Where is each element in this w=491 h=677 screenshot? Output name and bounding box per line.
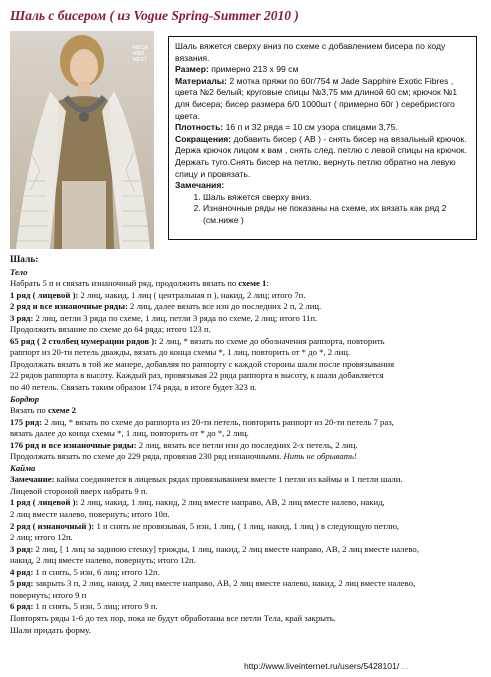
abbr-line	[175, 134, 470, 180]
subsection-heading	[10, 463, 485, 475]
line-text-part: 1 п снять, 5 изн, 6 лиц; итого 12п.	[33, 566, 160, 577]
watermark-line: NEXT	[132, 57, 148, 63]
instruction-line	[10, 555, 485, 567]
line-text-part: 2 лиц, вязать все петли изн до последних 2-х петель, 2 лиц.	[136, 439, 358, 450]
instruction-line	[10, 336, 485, 348]
line-text-part: Набрать 5 п и связать изнаночный ряд, продолжить вязать по	[10, 278, 239, 289]
line-text-part: накид, 2 лиц вместе налево, повернуть; итого 12п.	[10, 555, 196, 566]
instruction-line	[10, 301, 485, 313]
instruction-line	[10, 405, 485, 417]
line-text-part: повернуть; итого 9 п	[10, 589, 87, 600]
line-bold-part: 3 ряд:	[10, 543, 34, 554]
instruction-line	[10, 474, 485, 486]
instruction-line	[10, 613, 485, 625]
line-bold-part: 176 ряд и все изнаночные ряды:	[10, 439, 137, 450]
line-text-part: 1 п снять не провязывая, 5 изн, 1 лиц, ( 1 лиц, накид, 1 лиц ) в следующую петлю,	[94, 520, 400, 531]
line-text-part: 22 рядов раппорта в высоту. Каждый раз, провязывая 22 ряда раппорта в высоту, к шали добавляется	[10, 370, 384, 381]
instruction-line	[10, 324, 485, 336]
instruction-line	[10, 590, 485, 602]
line-text-part: Лицевой стороной вверх набрать 9 п.	[10, 485, 148, 496]
section-heading: Шаль:	[10, 255, 39, 265]
size-label: Размер:	[175, 64, 209, 75]
line-text-part: Повторять ряды 1-6 до тех пор, пока не будут обработаны все петли Тела, край закрыть.	[10, 612, 336, 623]
size-line	[175, 64, 470, 76]
line-text-part: вязать далее до конца схемы *, 1 лиц, повторить от * до *, 2 лиц.	[10, 428, 249, 439]
instruction-line	[10, 440, 485, 452]
line-bold-part: 1 ряд ( лицевой ):	[10, 497, 79, 508]
line-text-part: 2 лиц, накид, 1 лиц, накид, 2 лиц вместе направо, АВ, 2 лиц вместе налево, накид,	[78, 497, 385, 508]
notes-label: Замечания:	[175, 180, 225, 191]
instruction-line	[10, 625, 485, 637]
line-bold-part: схеме 1	[238, 278, 267, 289]
line-bold-part: 2 ряд ( изнаночный ):	[10, 520, 95, 531]
materials-line	[175, 76, 470, 122]
line-text-part: закрыть 3 п, 2 лиц, накид, 2 лиц вместе направо, АВ, 2 лиц вместе налево, накид, 2 лиц вместе налево,	[33, 578, 416, 589]
line-text-part: 2 лиц, * вязать по схеме до обозначения раппорта, повторить	[157, 335, 385, 346]
line-text-part: Шали придать форму.	[10, 624, 91, 635]
abbr-label: Сокращения:	[175, 133, 232, 144]
note-item: 2. Изнаночные ряды не показаны на схеме, их вязать как ряд 2 (см.ниже )	[203, 203, 470, 226]
line-bold-part: Замечание:	[10, 474, 55, 485]
instruction-line	[10, 290, 485, 302]
line-text-part: Тело	[10, 266, 28, 277]
line-text-part: 2 лиц, петли 3 ряда по схеме, 1 лиц, петли 3 ряда по схеме, 2 лиц; итого 11п.	[33, 312, 318, 323]
watermark-line: NECK	[132, 45, 148, 51]
line-text-part: 2 лиц вместе налево, повернуть; итого 10п.	[10, 509, 170, 520]
materials-label: Материалы:	[175, 75, 228, 86]
line-text-part: Продолжать вязать по схеме до 229 ряда, провязав 230 ряд изнаночными.	[10, 451, 284, 462]
line-bold-part: 1 ряд ( лицевой ):	[10, 289, 79, 300]
instruction-line	[10, 359, 485, 371]
density-line	[175, 122, 470, 134]
line-bold-part: 175 ряд:	[10, 416, 43, 427]
line-text-part: 1 п снять, 5 изн, 5 лиц; итого 9 п.	[33, 601, 158, 612]
instruction-line	[10, 497, 485, 509]
line-bold-part: 3 ряд:	[10, 312, 34, 323]
note-item: 1. Шаль вяжется сверху вниз.	[203, 192, 470, 204]
instruction-line	[10, 578, 485, 590]
instruction-line	[10, 313, 485, 325]
density-value: 16 п и 32 ряда = 10 см узора спицами 3,75.	[223, 122, 398, 133]
line-text-part: Кайма	[10, 462, 36, 473]
materials-value: 2 мотка пряжи по 60г/754 м Jade Sapphire Exotic Fibres , цвета №2 белый; круговые спицы №3,75 мм длиной 60 см; крючок №1 для бисера; бисер размера 6/0 1000шт ( примерно 60г ) серебристого цвета.	[175, 75, 458, 121]
line-text-part: Вязать по	[10, 405, 48, 416]
line-text-part: 2 лиц, накид, 1 лиц ( центральная п ), накид, 2 лиц; итого 7п.	[78, 289, 306, 300]
instruction-line	[10, 278, 485, 290]
line-text-part: :	[266, 278, 269, 289]
line-text-part: по 40 петель. Связать таким образом 174 ряда, в итоге будет 323 п.	[10, 382, 257, 393]
instruction-lines	[10, 267, 485, 637]
intro-text: Шаль вяжется сверху вниз по схеме с добавлением бисера по ходу вязания.	[175, 41, 446, 63]
magazine-watermark	[133, 45, 148, 63]
instruction-line	[10, 532, 485, 544]
notes-list	[175, 192, 470, 227]
line-bold-part: 4 ряд:	[10, 566, 34, 577]
instruction-line	[10, 451, 485, 463]
instruction-line	[10, 544, 485, 556]
line-bold-part: 2 ряд и все изнаночные ряды:	[10, 301, 128, 312]
notes-line	[175, 180, 470, 192]
instruction-line	[10, 567, 485, 579]
abbr-value: добавить бисер ( АВ ) - снять бисер на вязальный крючок. Держа крючок лицом к вам , снять след. петлю с левой спицы на крючок. Держать туго.Снять бисер на петлю, вернуть петлю обратно на левую спицу и провязать.	[175, 133, 467, 179]
line-bold-part: схеме 2	[47, 405, 76, 416]
instructions-body	[10, 255, 485, 636]
line-bold-part: 5 ряд:	[10, 578, 34, 589]
line-text-part: Бордюр	[10, 393, 40, 404]
line-text-part: раппорт из 20-ти петель дважды, вязать до конца схемы *, 1 лиц, повторить от * до *, 2 лиц.	[10, 347, 351, 358]
instruction-line	[10, 509, 485, 521]
shawl-illustration	[10, 31, 154, 249]
instruction-line	[10, 370, 485, 382]
line-bold-part: 6 ряд:	[10, 601, 34, 612]
density-label: Плотность:	[175, 122, 224, 133]
line-text-part: 2 лиц; итого 12п.	[10, 532, 73, 543]
instruction-line	[10, 382, 485, 394]
watermark-line: AND	[132, 51, 145, 57]
instruction-line	[10, 486, 485, 498]
subsection-heading	[10, 267, 485, 279]
instruction-line	[10, 347, 485, 359]
document-title: Шаль с бисером ( из Vogue Spring-Summer 2010 )	[10, 8, 299, 23]
model-photo	[10, 31, 154, 249]
source-url[interactable]: http://www.liveinternet.ru/users/5428101/	[244, 661, 400, 671]
line-text-part: кайма соединяется в лицевых рядах провязыванием вместе 1 петли из каймы и 1 петли шали.	[54, 474, 403, 485]
line-bold-part: 65 ряд ( 2 столбец нумерации рядов ):	[10, 335, 157, 346]
line-text-part: 2 лиц, * вязать по схеме до раппорта из 20-ти петель, повторить раппорт из 20-ти петель 7 раз,	[42, 416, 394, 427]
line-italic-part: Нить не обрывать!	[283, 451, 357, 462]
instruction-line	[10, 417, 485, 429]
instruction-line	[10, 601, 485, 613]
subsection-heading	[10, 394, 485, 406]
line-text-part: Продолжить вязание по схеме до 64 ряда; итого 123 п.	[10, 324, 211, 335]
signature: ...	[401, 661, 409, 671]
instruction-line	[10, 428, 485, 440]
pattern-info-box	[168, 36, 477, 240]
size-value: примерно 213 x 99 см	[208, 64, 299, 75]
instruction-line	[10, 521, 485, 533]
line-text-part: Продолжать вязать в той же манере, добавляя по раппорту с каждой стороны шали после провязывания	[10, 358, 395, 369]
source-footer	[244, 661, 409, 671]
line-text-part: 2 лиц, [ 1 лиц за заднюю стенку] трижды, 1 лиц, накид, 2 лиц вместе направо, АВ, 2 лиц вместе налево,	[33, 543, 419, 554]
line-text-part: 2 лиц, далее вязать все изн до последних 2 п, 2 лиц.	[127, 301, 322, 312]
